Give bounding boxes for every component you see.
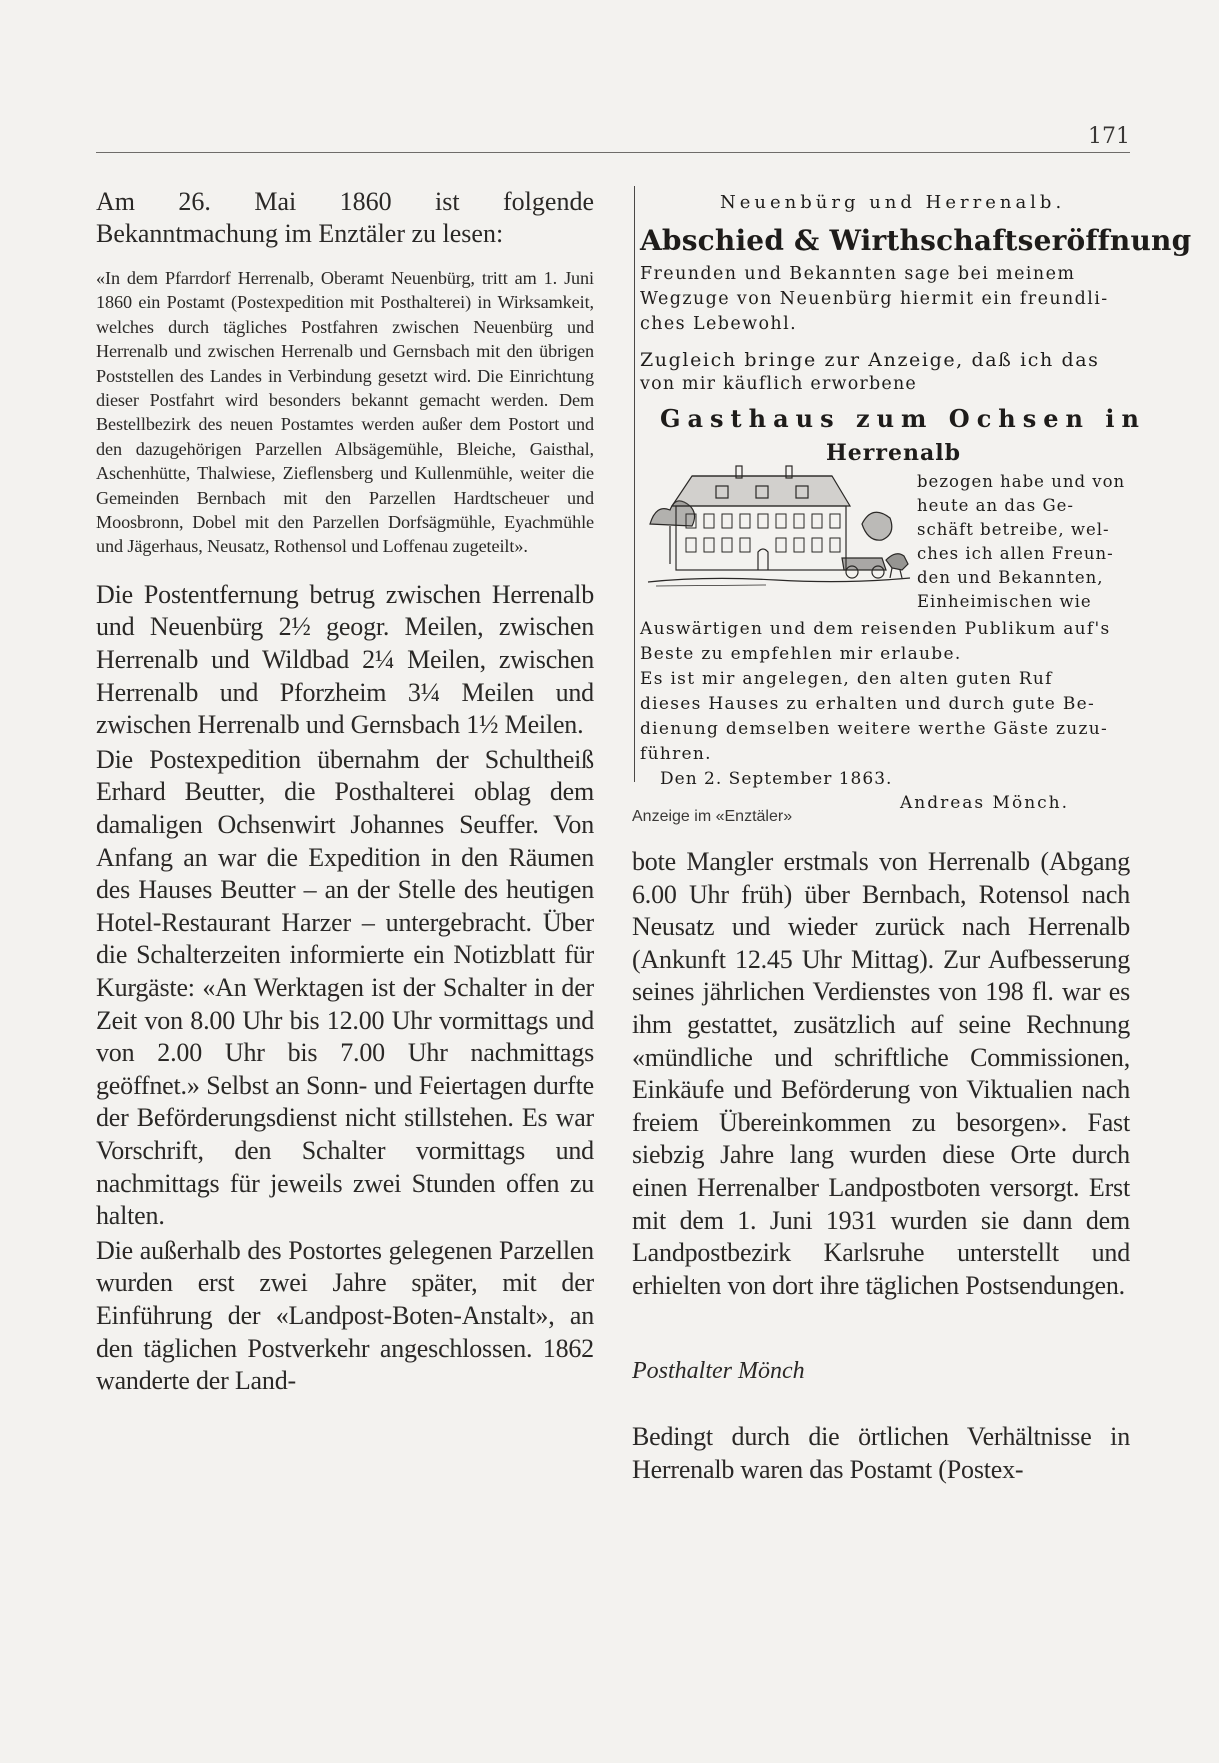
paragraph-landpost: Die außerhalb des Postortes gelegenen Parzellen wurden erst zwei Jahre später, mit der Einführung der «Landpost-Boten-Anstalt», an den täglichen Postverkehr angeschlossen. 1862 wanderte der Land- <box>96 1235 594 1396</box>
ad-text-line: dienung demselben weitere werthe Gäste zuzu- <box>640 719 1109 739</box>
right-column <box>632 186 1192 1489</box>
ad-text-line: Es ist mir angelegen, den alten guten Ruf <box>640 669 1053 689</box>
ad-signature: Andreas Mönch. <box>900 793 1070 813</box>
header-rule <box>96 152 1130 153</box>
paragraph-postexpedition: Die Postexpedition übernahm der Schultheiß Erhard Beutter, die Posthalterei oblag dem damaligen Ochsenwirt Johannes Seuffer. Von Anfang an war die Expedition in den Räumen des Hauses Beutter – an der Stelle des heutigen Hotel-Restaurant Harzer – untergebracht. Über die Schalterzeiten informierte ein Notizblatt für Kurgäste: «An Werktagen ist der Schalter in der Zeit von 8.00 Uhr bis 12.00 Uhr vormittags und von 2.00 Uhr bis 7.00 Uhr nachmittags geöffnet.» Selbst an Sonn- und Feiertagen durfte der Beförderungsdienst nicht stillstehen. Es war Vorschrift, den Schalter vormittags und nachmittags für jeweils zwei Stunden offen zu halten. <box>96 744 594 1231</box>
ad-text-line: von mir käuflich erworbene <box>640 374 917 394</box>
lead-paragraph: Am 26. Mai 1860 ist folgende Bekanntmachung im Enztäler zu lesen: <box>96 187 594 248</box>
announcement-quote: «In dem Pfarrdorf Herrenalb, Oberamt Neuenbürg, tritt am 1. Juni 1860 ein Postamt (Postexpedition mit Posthalterei) in Wirksamkeit, welches durch tägliches Postfahren zwischen Neuenbürg und Herrenalb und zwischen Herrenalb und Gernsbach mit den übrigen Poststellen des Landes in Verbindung gesetzt wird. Die Einrichtung dieser Postfahrt wird besonders bekannt gemacht werden. Dem Bestellbezirk des neuen Postamtes werden außer dem Postort und den dazugehörigen Parzellen Albsägemühle, Bleiche, Gaisthal, Aschenhütte, Thalwiese, Zieflensberg und Kullenmühle, weiter die Gemeinden Bernbach mit den Parzellen Hardtscheuer und Moosbronn, Dobel mit den Parzellen Dorfsägmühle, Eyachmühle und Jägerhaus, Neusatz, Rothensol und Loffenau zugeteilt». <box>96 268 594 557</box>
gasthaus-illustration <box>646 464 912 588</box>
ad-side-line: bezogen habe und von <box>917 472 1126 491</box>
paragraph-landpostbote: bote Mangler erstmals von Herrenalb (Abgang 6.00 Uhr früh) über Bernbach, Rotensol nach Neusatz und wieder zurück nach Herrenalb (Ankunft 12.45 Uhr Mittag). Zur Aufbesserung seines jährlichen Verdienstes von 198 fl. war es ihm gestattet, zusätzlich auf seine Rechnung «mündliche und schriftliche Commissionen, Einkäufe und Beförderung von Viktualien nach freiem Übereinkommen zu besorgen». Fast siebzig Jahre lang wurden diese Orte durch einen Herrenalber Landpostboten versorgt. Erst mit dem 1. Juni 1931 wurden sie dann dem Landpostbezirk Karlsruhe unterstellt und erhielten von dort ihre täglichen Postsendungen. <box>632 847 1130 1300</box>
ad-text-line: dieses Hauses zu erhalten und durch gute Be- <box>640 694 1096 714</box>
page-number: 171 <box>1088 124 1130 149</box>
ad-side-line: ches ich allen Freun- <box>917 544 1114 563</box>
ad-text-line: Zugleich bringe zur Anzeige, daß ich das <box>640 349 1100 371</box>
ad-side-line: Einheimischen wie <box>917 592 1092 611</box>
newspaper-advertisement <box>632 186 1192 813</box>
section-heading: Posthalter Mönch <box>632 1358 805 1385</box>
ad-side-line: heute an das Ge- <box>917 496 1074 515</box>
ad-title: Abschied & Wirthschaftseröffnung <box>640 224 1192 257</box>
ad-text-line: ches Lebewohl. <box>640 314 798 334</box>
ad-gasthaus-heading: Gasthaus zum Ochsen in <box>660 404 1146 433</box>
ad-text-line: Freunden und Bekannten sage bei meinem <box>640 264 1076 284</box>
paragraph-distances: Die Postentfernung betrug zwischen Herrenalb und Neuenbürg 2½ geogr. Meilen, zwischen Herrenalb und Wildbad 2¼ Meilen, zwischen Herrenalb und Pforzheim 3¼ Meilen und zwischen Herrenalb und Gernsbach 1½ Meilen. <box>96 579 594 740</box>
left-column <box>96 186 594 1400</box>
ad-herrenalb-heading: Herrenalb <box>826 440 961 466</box>
ad-location-line: Neuenbürg und Herrenalb. <box>720 192 1066 213</box>
ad-side-line: den und Bekannten, <box>917 568 1104 587</box>
ad-text-line: Beste zu empfehlen mir erlaube. <box>640 644 962 664</box>
ad-text-line: führen. <box>640 744 712 764</box>
ad-left-rule <box>634 186 635 782</box>
paragraph-posthalter: Bedingt durch die örtlichen Verhältnisse in Herrenalb waren das Postamt (Postex- <box>632 1422 1130 1484</box>
ad-text-line: Auswärtigen und dem reisenden Publikum auf's <box>640 619 1111 639</box>
ad-caption: Anzeige im «Enztäler» <box>632 808 793 825</box>
ad-side-line: schäft betreibe, wel- <box>917 520 1110 539</box>
ad-date-line: Den 2. September 1863. <box>660 769 893 789</box>
ad-text-line: Wegzuge von Neuenbürg hiermit ein freundli- <box>640 289 1109 309</box>
